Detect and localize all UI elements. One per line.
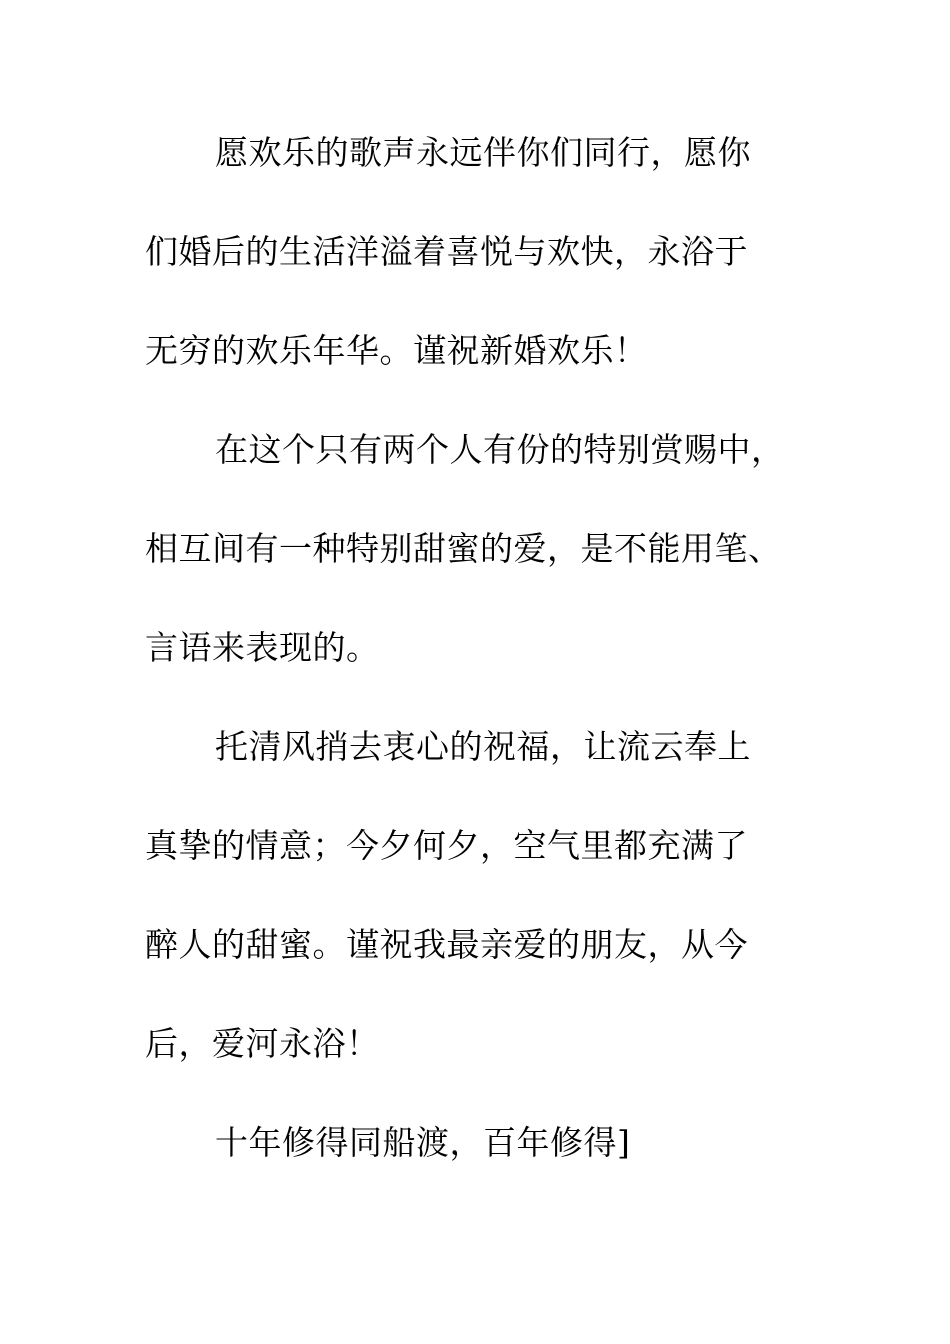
paragraph-3-line-1: 托清风捎去衷心的祝福，让流云奉上: [215, 727, 751, 766]
paragraph-1-line-2: 们婚后的生活洋溢着喜悦与欢快，永浴于: [145, 232, 748, 271]
paragraph-2-line-1: 在这个只有两个人有份的特别赏赐中，: [215, 430, 785, 469]
paragraph-3-line-3: 醉人的甜蜜。谨祝我最亲爱的朋友，从今: [145, 925, 748, 964]
paragraph-2-line-2: 相互间有一种特别甜蜜的爱，是不能用笔、: [145, 529, 782, 568]
paragraph-1-line-3: 无穷的欢乐年华。谨祝新婚欢乐！: [145, 331, 648, 370]
paragraph-1-line-1: 愿欢乐的歌声永远伴你们同行，愿你: [215, 133, 751, 172]
paragraph-3-line-4: 后，爱河永浴！: [145, 1024, 380, 1063]
paragraph-2-line-3: 言语来表现的。: [145, 628, 380, 667]
paragraph-4-line-1: 十年修得同船渡，百年修得]: [215, 1123, 631, 1162]
document-body: [145, 120, 805, 1209]
paragraph-3-line-2: 真挚的情意；今夕何夕，空气里都充满了: [145, 826, 748, 865]
